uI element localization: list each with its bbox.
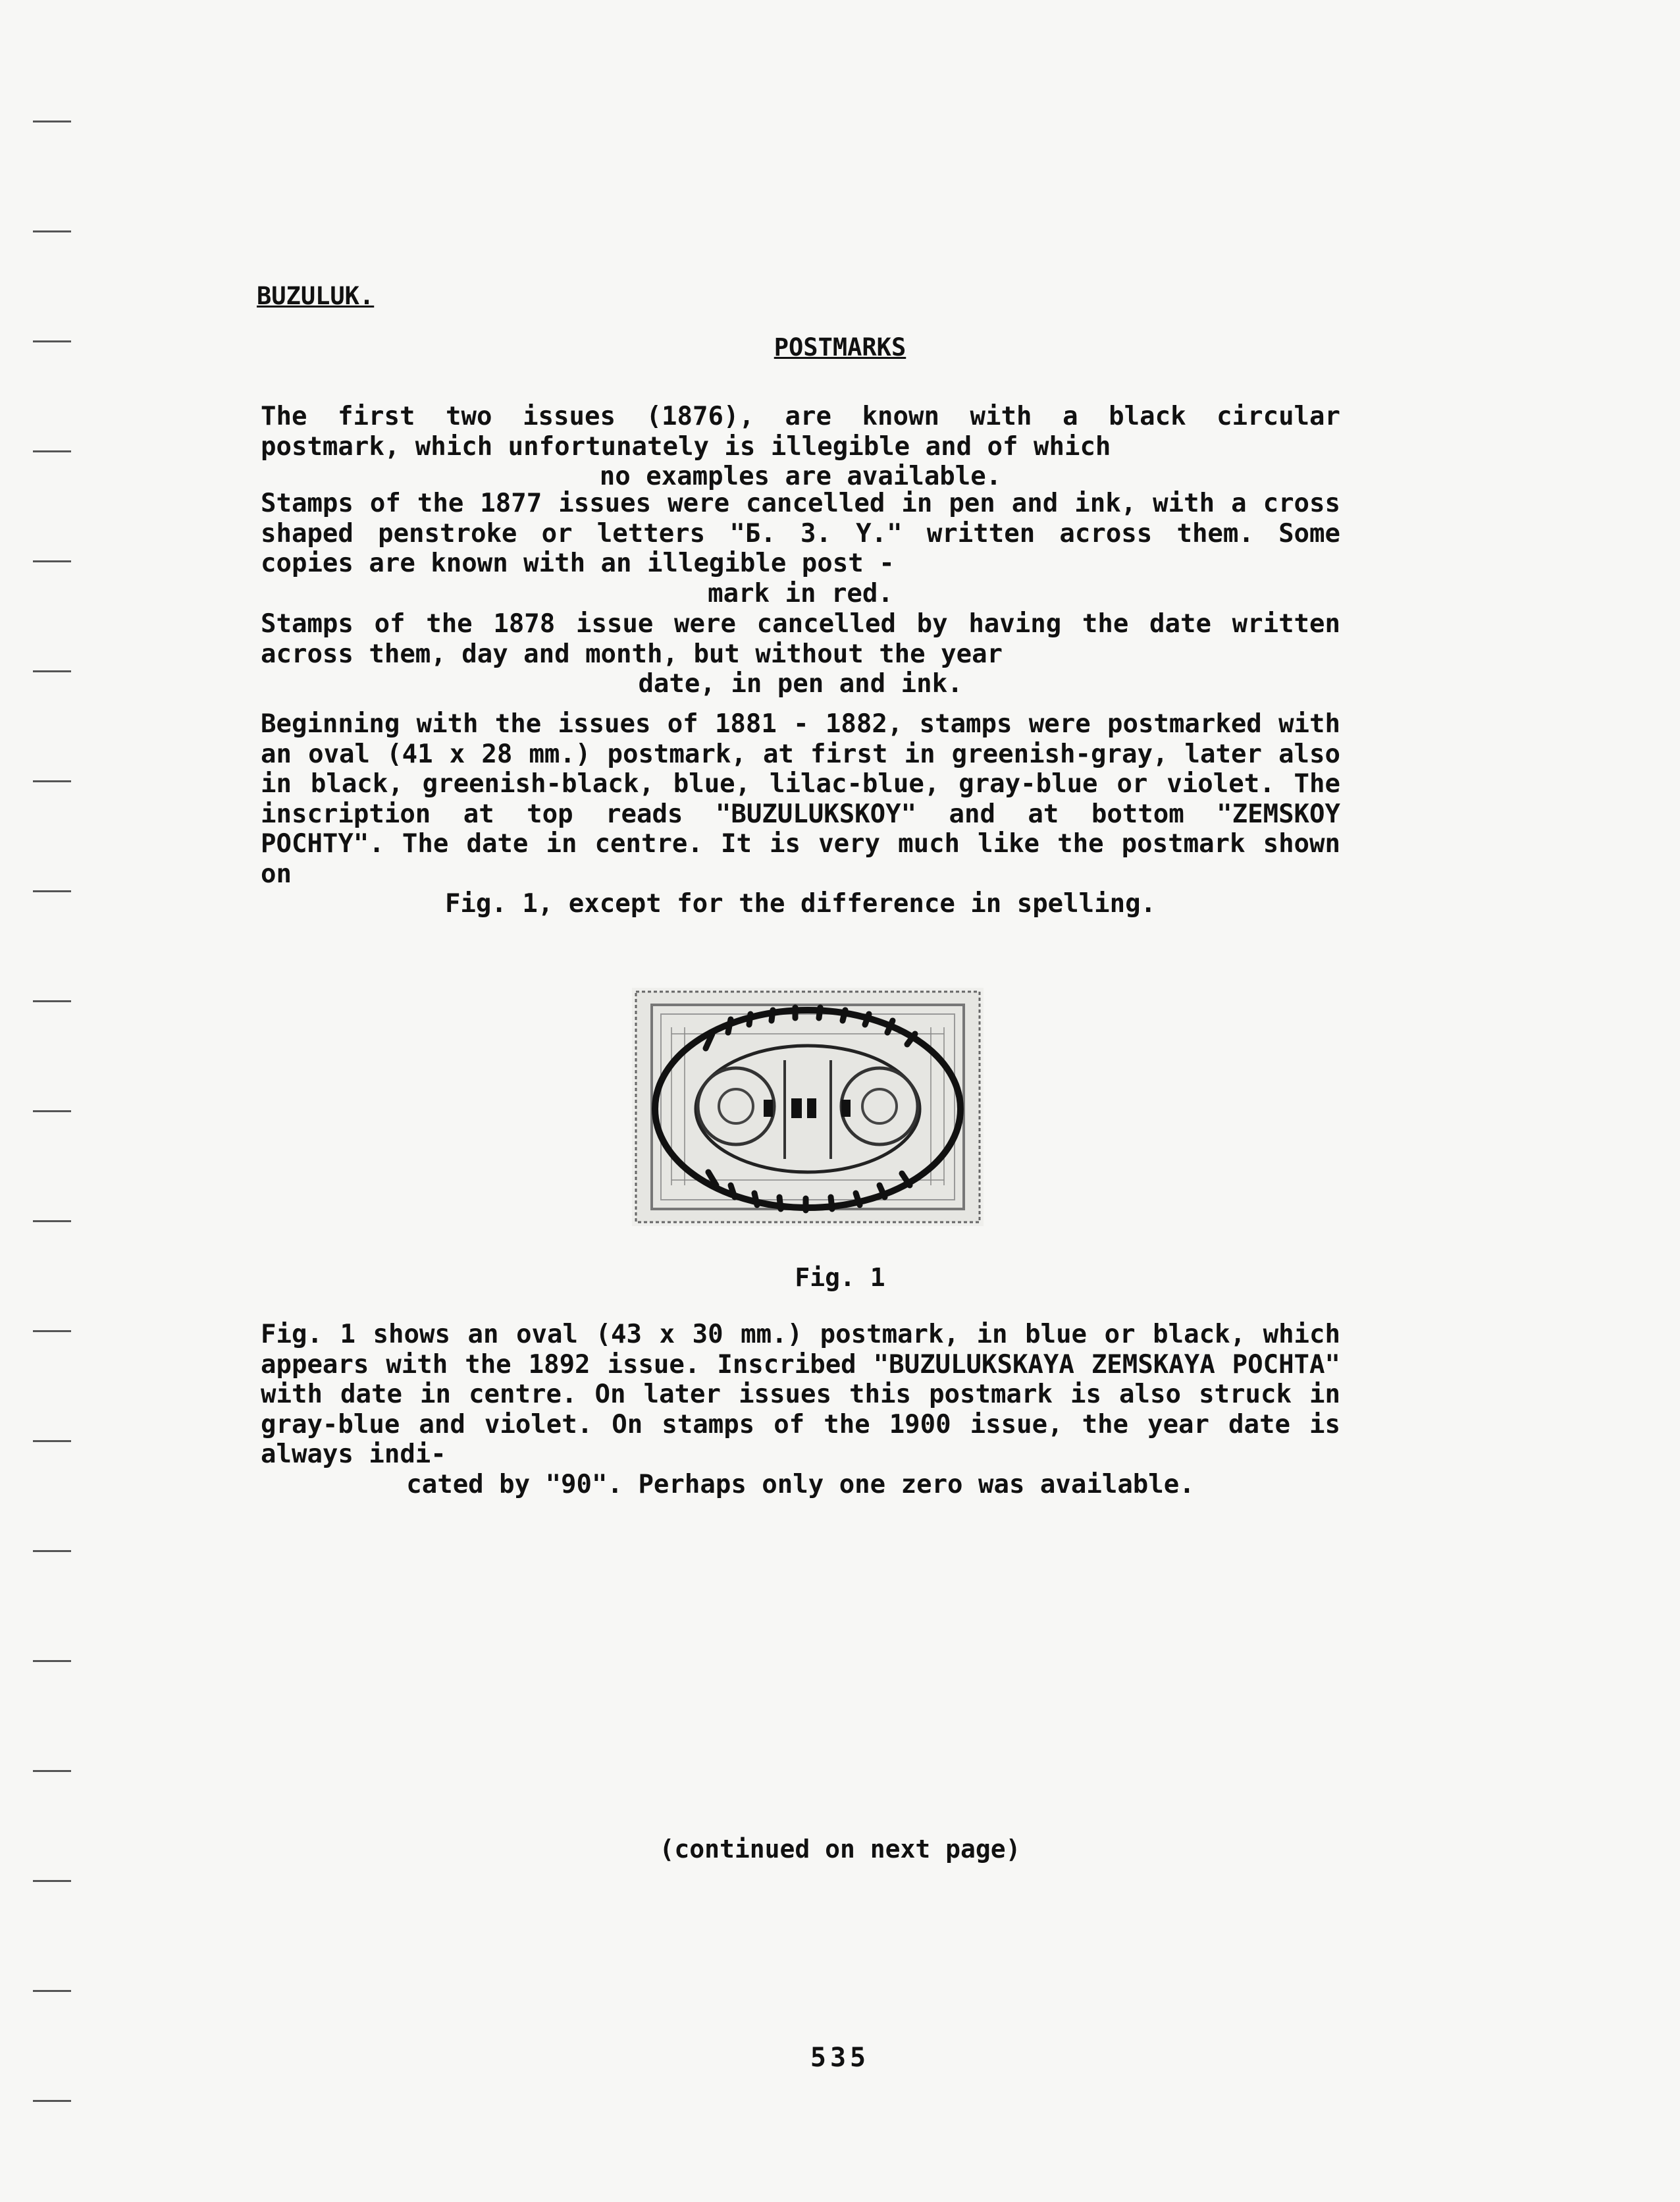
binder-mark: [33, 780, 71, 782]
paragraph-last-line: no examples are available.: [599, 462, 1002, 491]
paragraph-5: [261, 1320, 1340, 1499]
binder-mark: [33, 1770, 71, 1772]
paragraph-last-line: date, in pen and ink.: [638, 669, 963, 699]
binder-mark: [33, 560, 71, 562]
binder-mark: [33, 450, 71, 452]
paragraph-text: Beginning with the issues of 1881 - 1882, stamps were postmarked with an oval (41 x 28 mm.) postmark, at first in greenish-gray, later also in black, greenish-black, blue, lilac-blue, gray-blue or violet. The inscription at top reads "BUZULUKSKOY" and at bottom "ZEMSKOY POCHTY". The date in centre. It is very much like the postmark shown on: [261, 709, 1340, 889]
paragraph-3: [261, 609, 1340, 699]
binder-mark: [33, 2100, 71, 2102]
stamp-postmark-image: [632, 988, 984, 1226]
continued-note: (continued on next page): [659, 1835, 1021, 1864]
binder-mark: [33, 1660, 71, 1662]
binder-mark: [33, 890, 71, 892]
binder-mark: [33, 1550, 71, 1552]
binder-mark: [33, 1440, 71, 1442]
paragraph-last-line: mark in red.: [708, 578, 893, 608]
paragraph-4: [261, 709, 1340, 919]
binder-mark: [33, 1110, 71, 1112]
binder-mark: [33, 670, 71, 672]
binder-mark: [33, 1220, 71, 1222]
binder-mark: [33, 1330, 71, 1332]
binder-mark: [33, 121, 71, 122]
binder-mark: [33, 1880, 71, 1882]
paragraph-last-line: Fig. 1, except for the difference in spelling.: [444, 889, 1157, 919]
paragraph-text: Stamps of the 1878 issue were cancelled by having the date written across them, day and month, but without the year: [261, 609, 1340, 669]
paragraph-text: Stamps of the 1877 issues were cancelled in pen and ink, with a cross shaped penstroke or letters "Б. 3. Y." written across them. Some copies are known with an illegible post -: [261, 489, 1340, 578]
paragraph-text: Fig. 1 shows an oval (43 x 30 mm.) postmark, in blue or black, which appears with the 1892 issue. Inscribed "BUZULUKSKAYA ZEMSKAYA POCHTA" with date in centre. On later issues this postmark is also struck in gray-blue and violet. On stamps of the 1900 issue, the year date is always indi-: [261, 1320, 1340, 1469]
paragraph-last-line: cated by "90". Perhaps only one zero was available.: [406, 1469, 1195, 1499]
paragraph-1: [261, 402, 1340, 492]
postmark-drawing: [632, 988, 984, 1226]
page-heading: POSTMARKS: [774, 333, 906, 362]
binder-mark: [33, 1990, 71, 1992]
binder-mark: [33, 230, 71, 232]
paragraph-text: The first two issues (1876), are known with a black circular postmark, which unfortunately is illegible and of which: [261, 402, 1340, 462]
section-title: BUZULUK.: [257, 282, 375, 310]
paragraph-2: [261, 489, 1340, 608]
binder-mark: [33, 1000, 71, 1002]
figure-caption: Fig. 1: [795, 1263, 885, 1292]
page-number: 535: [810, 2043, 870, 2073]
